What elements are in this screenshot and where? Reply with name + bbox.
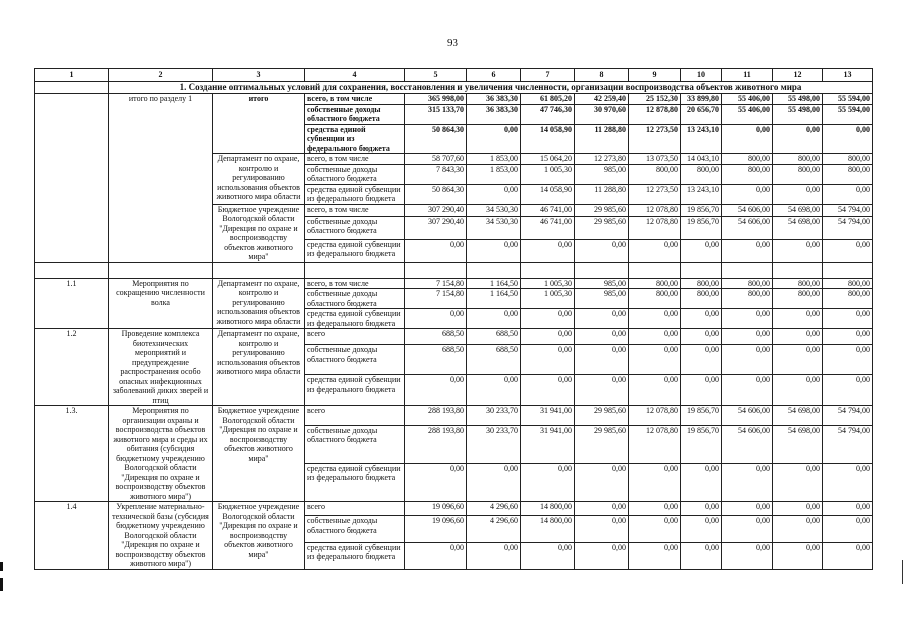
amount-cell: 47 746,30 (521, 104, 575, 124)
funding-source: собственные доходы областного бюджета (305, 289, 405, 309)
amount-cell: 34 530,30 (467, 204, 521, 216)
section-row (35, 82, 873, 94)
amount-cell: 34 530,30 (467, 216, 521, 239)
amount-cell: 800,00 (823, 278, 873, 289)
amount-cell: 0,00 (773, 239, 823, 262)
amount-cell: 7 843,30 (405, 164, 467, 184)
measure-name: Мероприятия по организации охраны и воспроизводства объектов животного мира и среды их обитания (субсидия бюджетному учреждению Вологодской области "Дирекция по охране и воспроизводству объектов животного мира") (109, 406, 213, 502)
amount-cell: 55 594,00 (823, 94, 873, 105)
funding-source: средства единой субвенции из федерального бюджета (305, 239, 405, 262)
column-number-row (35, 69, 873, 82)
amount-cell: 50 864,30 (405, 124, 467, 154)
amount-cell: 0,00 (629, 329, 681, 345)
amount-cell: 0,00 (773, 516, 823, 543)
funding-source: собственные доходы областного бюджета (305, 104, 405, 124)
amount-cell: 7 154,80 (405, 278, 467, 289)
amount-cell: 19 096,60 (405, 516, 467, 543)
amount-cell: 0,00 (722, 516, 773, 543)
row-number: 1.2 (35, 329, 109, 406)
funding-source: всего (305, 406, 405, 426)
empty-cell (722, 262, 773, 278)
amount-cell: 4 296,60 (467, 502, 521, 516)
amount-cell: 54 794,00 (823, 216, 873, 239)
amount-cell: 800,00 (681, 164, 722, 184)
row-number: 1.3. (35, 406, 109, 502)
amount-cell: 985,00 (575, 289, 629, 309)
amount-cell: 0,00 (773, 309, 823, 329)
funding-source: всего, в том числе (305, 204, 405, 216)
amount-cell: 14 800,00 (521, 516, 575, 543)
amount-cell: 0,00 (405, 239, 467, 262)
amount-cell: 30 970,60 (575, 104, 629, 124)
amount-cell: 0,00 (823, 542, 873, 569)
amount-cell: 800,00 (629, 289, 681, 309)
amount-cell: 0,00 (722, 329, 773, 345)
amount-cell: 0,00 (629, 516, 681, 543)
column-number: 13 (823, 69, 873, 82)
amount-cell: 0,00 (823, 124, 873, 154)
amount-cell: 0,00 (722, 239, 773, 262)
amount-cell: 0,00 (405, 463, 467, 501)
amount-cell: 688,50 (405, 345, 467, 375)
amount-cell: 0,00 (467, 309, 521, 329)
amount-cell: 1 853,00 (467, 164, 521, 184)
column-number: 12 (773, 69, 823, 82)
column-number: 2 (109, 69, 213, 82)
amount-cell: 0,00 (405, 375, 467, 406)
budget-table (34, 68, 873, 570)
amount-cell: 54 698,00 (773, 204, 823, 216)
amount-cell: 0,00 (629, 542, 681, 569)
amount-cell: 800,00 (681, 289, 722, 309)
amount-cell: 12 878,80 (629, 104, 681, 124)
scan-edge-mark (0, 562, 3, 571)
amount-cell: 13 243,10 (681, 124, 722, 154)
amount-cell: 0,00 (467, 184, 521, 204)
funding-source: средства единой субвенции из федерального бюджета (305, 184, 405, 204)
amount-cell: 0,00 (629, 375, 681, 406)
amount-cell: 0,00 (773, 329, 823, 345)
amount-cell: 0,00 (722, 463, 773, 501)
amount-cell: 61 805,20 (521, 94, 575, 105)
amount-cell: 46 741,00 (521, 204, 575, 216)
empty-cell (35, 262, 109, 278)
amount-cell: 42 259,40 (575, 94, 629, 105)
amount-cell: 14 043,10 (681, 154, 722, 165)
amount-cell: 0,00 (773, 542, 823, 569)
amount-cell: 0,00 (722, 309, 773, 329)
column-number: 10 (681, 69, 722, 82)
amount-cell: 0,00 (575, 345, 629, 375)
amount-cell: 0,00 (823, 375, 873, 406)
amount-cell: 19 856,70 (681, 406, 722, 426)
funding-source: собственные доходы областного бюджета (305, 164, 405, 184)
amount-cell: 50 864,30 (405, 184, 467, 204)
funding-source: средства единой субвенции из федерального бюджета (305, 309, 405, 329)
amount-cell: 800,00 (773, 278, 823, 289)
amount-cell: 0,00 (629, 239, 681, 262)
row-number: 1.1 (35, 278, 109, 329)
amount-cell: 12 273,50 (629, 124, 681, 154)
column-number: 7 (521, 69, 575, 82)
empty-cell (467, 262, 521, 278)
amount-cell: 4 296,60 (467, 516, 521, 543)
amount-cell: 0,00 (467, 375, 521, 406)
amount-cell: 0,00 (773, 345, 823, 375)
amount-cell: 29 985,60 (575, 406, 629, 426)
amount-cell: 0,00 (722, 542, 773, 569)
funding-source: средства единой субвенции из федерального бюджета (305, 542, 405, 569)
amount-cell: 800,00 (773, 289, 823, 309)
amount-cell: 54 794,00 (823, 204, 873, 216)
amount-cell: 55 406,00 (722, 104, 773, 124)
amount-cell: 30 233,70 (467, 425, 521, 463)
amount-cell: 0,00 (629, 309, 681, 329)
amount-cell: 0,00 (405, 309, 467, 329)
empty-cell (575, 262, 629, 278)
column-number: 11 (722, 69, 773, 82)
row-number: 1.4 (35, 502, 109, 570)
amount-cell: 0,00 (681, 375, 722, 406)
funding-source: всего, в том числе (305, 278, 405, 289)
amount-cell: 36 383,30 (467, 94, 521, 105)
executor-name: итого (213, 94, 305, 154)
amount-cell: 36 383,30 (467, 104, 521, 124)
executor-name: Бюджетное учреждение Вологодской области "Дирекция по охране и воспроизводству объектов животного мира" (213, 406, 305, 502)
amount-cell: 0,00 (467, 542, 521, 569)
amount-cell: 0,00 (629, 502, 681, 516)
amount-cell: 288 193,80 (405, 406, 467, 426)
amount-cell: 0,00 (575, 309, 629, 329)
empty-cell (629, 262, 681, 278)
amount-cell: 688,50 (467, 329, 521, 345)
spacer-row (35, 262, 873, 278)
amount-cell: 58 707,60 (405, 154, 467, 165)
column-number: 4 (305, 69, 405, 82)
amount-cell: 0,00 (823, 502, 873, 516)
amount-cell: 1 005,30 (521, 278, 575, 289)
amount-cell: 307 290,40 (405, 216, 467, 239)
table-row (35, 329, 873, 345)
section-title: 1. Создание оптимальных условий для сохранения, восстановления и увеличения численности, организации воспроизводства объектов животного мира (109, 82, 873, 94)
amount-cell: 0,00 (521, 463, 575, 501)
funding-source: средства единой субвенции из федерального бюджета (305, 463, 405, 501)
amount-cell: 288 193,80 (405, 425, 467, 463)
amount-cell: 985,00 (575, 278, 629, 289)
amount-cell: 0,00 (722, 345, 773, 375)
executor-name: Департамент по охране, контролю и регулированию использования объектов животного мира области (213, 154, 305, 205)
executor-name: Бюджетное учреждение Вологодской области "Дирекция по охране и воспроизводству объектов животного мира" (213, 502, 305, 570)
empty-cell (109, 262, 213, 278)
amount-cell: 800,00 (722, 289, 773, 309)
amount-cell: 0,00 (467, 124, 521, 154)
amount-cell: 0,00 (405, 542, 467, 569)
amount-cell: 31 941,00 (521, 406, 575, 426)
empty-cell (305, 262, 405, 278)
amount-cell: 14 058,90 (521, 184, 575, 204)
amount-cell: 54 794,00 (823, 425, 873, 463)
amount-cell: 54 606,00 (722, 204, 773, 216)
amount-cell: 12 273,50 (629, 184, 681, 204)
amount-cell: 0,00 (629, 463, 681, 501)
amount-cell: 30 233,70 (467, 406, 521, 426)
amount-cell: 0,00 (823, 309, 873, 329)
amount-cell: 800,00 (681, 278, 722, 289)
amount-cell: 0,00 (823, 345, 873, 375)
amount-cell: 800,00 (823, 154, 873, 165)
empty-cell (681, 262, 722, 278)
amount-cell: 0,00 (575, 329, 629, 345)
amount-cell: 688,50 (405, 329, 467, 345)
amount-cell: 12 078,80 (629, 216, 681, 239)
table-row (35, 94, 873, 105)
funding-source: средства единой субвенции из федерального бюджета (305, 375, 405, 406)
amount-cell: 0,00 (722, 502, 773, 516)
amount-cell: 0,00 (823, 239, 873, 262)
amount-cell: 19 096,60 (405, 502, 467, 516)
amount-cell: 0,00 (722, 375, 773, 406)
amount-cell: 19 856,70 (681, 204, 722, 216)
funding-source: всего, в том числе (305, 154, 405, 165)
amount-cell: 800,00 (773, 154, 823, 165)
funding-source: собственные доходы областного бюджета (305, 516, 405, 543)
amount-cell: 0,00 (823, 184, 873, 204)
scan-edge-mark (0, 578, 3, 591)
amount-cell: 0,00 (681, 239, 722, 262)
amount-cell: 0,00 (823, 463, 873, 501)
funding-source: собственные доходы областного бюджета (305, 345, 405, 375)
amount-cell: 11 288,80 (575, 124, 629, 154)
amount-cell: 55 498,00 (773, 94, 823, 105)
amount-cell: 1 164,50 (467, 289, 521, 309)
amount-cell: 12 078,80 (629, 406, 681, 426)
amount-cell: 46 741,00 (521, 216, 575, 239)
amount-cell: 315 133,70 (405, 104, 467, 124)
executor-name: Департамент по охране, контролю и регулированию использования объектов животного мира области (213, 278, 305, 329)
amount-cell: 15 064,20 (521, 154, 575, 165)
amount-cell: 0,00 (521, 345, 575, 375)
column-number: 3 (213, 69, 305, 82)
amount-cell: 55 406,00 (722, 94, 773, 105)
amount-cell: 0,00 (681, 309, 722, 329)
amount-cell: 800,00 (722, 164, 773, 184)
measure-name: Проведение комплекса биотехнических мероприятий и предупреждение распространения особо опасных инфекционных заболеваний диких зверей и птиц (109, 329, 213, 406)
amount-cell: 54 606,00 (722, 406, 773, 426)
amount-cell: 13 073,50 (629, 154, 681, 165)
amount-cell: 0,00 (773, 502, 823, 516)
amount-cell: 29 985,60 (575, 216, 629, 239)
amount-cell: 1 005,30 (521, 164, 575, 184)
amount-cell: 800,00 (722, 278, 773, 289)
empty-cell (405, 262, 467, 278)
amount-cell: 0,00 (629, 345, 681, 375)
amount-cell: 54 606,00 (722, 216, 773, 239)
amount-cell: 0,00 (681, 345, 722, 375)
amount-cell: 985,00 (575, 164, 629, 184)
amount-cell: 0,00 (575, 502, 629, 516)
measure-name: Укрепление материально-технической базы (субсидия бюджетному учреждению Вологодской области "Дирекция по охране и воспроизводству объектов животного мира") (109, 502, 213, 570)
table-row (35, 278, 873, 289)
amount-cell: 54 698,00 (773, 425, 823, 463)
executor-name: Департамент по охране, контролю и регулированию использования объектов животного мира области (213, 329, 305, 406)
amount-cell: 0,00 (681, 463, 722, 501)
amount-cell: 14 800,00 (521, 502, 575, 516)
empty-cell (521, 262, 575, 278)
amount-cell: 12 078,80 (629, 425, 681, 463)
amount-cell: 11 288,80 (575, 184, 629, 204)
amount-cell: 33 899,80 (681, 94, 722, 105)
amount-cell: 55 594,00 (823, 104, 873, 124)
amount-cell: 19 856,70 (681, 425, 722, 463)
column-number: 6 (467, 69, 521, 82)
amount-cell: 20 656,70 (681, 104, 722, 124)
row-number (35, 94, 109, 263)
amount-cell: 0,00 (722, 124, 773, 154)
page-number: 93 (447, 37, 458, 49)
amount-cell: 31 941,00 (521, 425, 575, 463)
funding-source: всего, в том числе (305, 94, 405, 105)
amount-cell: 0,00 (681, 502, 722, 516)
table-row (35, 406, 873, 426)
amount-cell: 54 606,00 (722, 425, 773, 463)
amount-cell: 0,00 (575, 463, 629, 501)
amount-cell: 0,00 (575, 542, 629, 569)
amount-cell: 12 078,80 (629, 204, 681, 216)
amount-cell: 0,00 (575, 375, 629, 406)
amount-cell: 800,00 (823, 289, 873, 309)
amount-cell: 0,00 (521, 239, 575, 262)
funding-source: собственные доходы областного бюджета (305, 216, 405, 239)
amount-cell: 0,00 (521, 542, 575, 569)
amount-cell: 365 998,00 (405, 94, 467, 105)
amount-cell: 55 498,00 (773, 104, 823, 124)
funding-source: всего (305, 329, 405, 345)
amount-cell: 0,00 (467, 463, 521, 501)
empty-cell (213, 262, 305, 278)
amount-cell: 0,00 (521, 329, 575, 345)
amount-cell: 800,00 (629, 278, 681, 289)
section-number-cell (35, 82, 109, 94)
measure-name: Мероприятия по сокращению численности волка (109, 278, 213, 329)
amount-cell: 29 985,60 (575, 425, 629, 463)
amount-cell: 0,00 (521, 375, 575, 406)
executor-name: Бюджетное учреждение Вологодской области "Дирекция по охране и воспроизводству объектов животного мира" (213, 204, 305, 262)
amount-cell: 19 856,70 (681, 216, 722, 239)
empty-cell (823, 262, 873, 278)
amount-cell: 29 985,60 (575, 204, 629, 216)
column-number: 1 (35, 69, 109, 82)
amount-cell: 0,00 (773, 375, 823, 406)
amount-cell: 800,00 (722, 154, 773, 165)
amount-cell: 688,50 (467, 345, 521, 375)
scan-edge-mark (902, 560, 903, 584)
amount-cell: 0,00 (773, 124, 823, 154)
amount-cell: 12 273,80 (575, 154, 629, 165)
amount-cell: 25 152,30 (629, 94, 681, 105)
column-number: 9 (629, 69, 681, 82)
amount-cell: 7 154,80 (405, 289, 467, 309)
amount-cell: 54 698,00 (773, 406, 823, 426)
funding-source: всего (305, 502, 405, 516)
amount-cell: 0,00 (575, 516, 629, 543)
amount-cell: 800,00 (629, 164, 681, 184)
amount-cell: 0,00 (722, 184, 773, 204)
amount-cell: 800,00 (773, 164, 823, 184)
amount-cell: 307 290,40 (405, 204, 467, 216)
amount-cell: 1 853,00 (467, 154, 521, 165)
column-number: 8 (575, 69, 629, 82)
amount-cell: 0,00 (681, 329, 722, 345)
funding-source: собственные доходы областного бюджета (305, 425, 405, 463)
column-number: 5 (405, 69, 467, 82)
amount-cell: 1 164,50 (467, 278, 521, 289)
amount-cell: 54 794,00 (823, 406, 873, 426)
amount-cell: 13 243,10 (681, 184, 722, 204)
amount-cell: 0,00 (467, 239, 521, 262)
amount-cell: 0,00 (773, 463, 823, 501)
funding-source: средства единой субвенции из федерального бюджета (305, 124, 405, 154)
amount-cell: 0,00 (575, 239, 629, 262)
measure-name: итого по разделу 1 (109, 94, 213, 263)
empty-cell (773, 262, 823, 278)
amount-cell: 0,00 (681, 542, 722, 569)
amount-cell: 0,00 (681, 516, 722, 543)
amount-cell: 1 005,30 (521, 289, 575, 309)
amount-cell: 0,00 (521, 309, 575, 329)
amount-cell: 54 698,00 (773, 216, 823, 239)
table-row (35, 502, 873, 516)
amount-cell: 800,00 (823, 164, 873, 184)
amount-cell: 14 058,90 (521, 124, 575, 154)
amount-cell: 0,00 (823, 516, 873, 543)
amount-cell: 0,00 (773, 184, 823, 204)
amount-cell: 0,00 (823, 329, 873, 345)
